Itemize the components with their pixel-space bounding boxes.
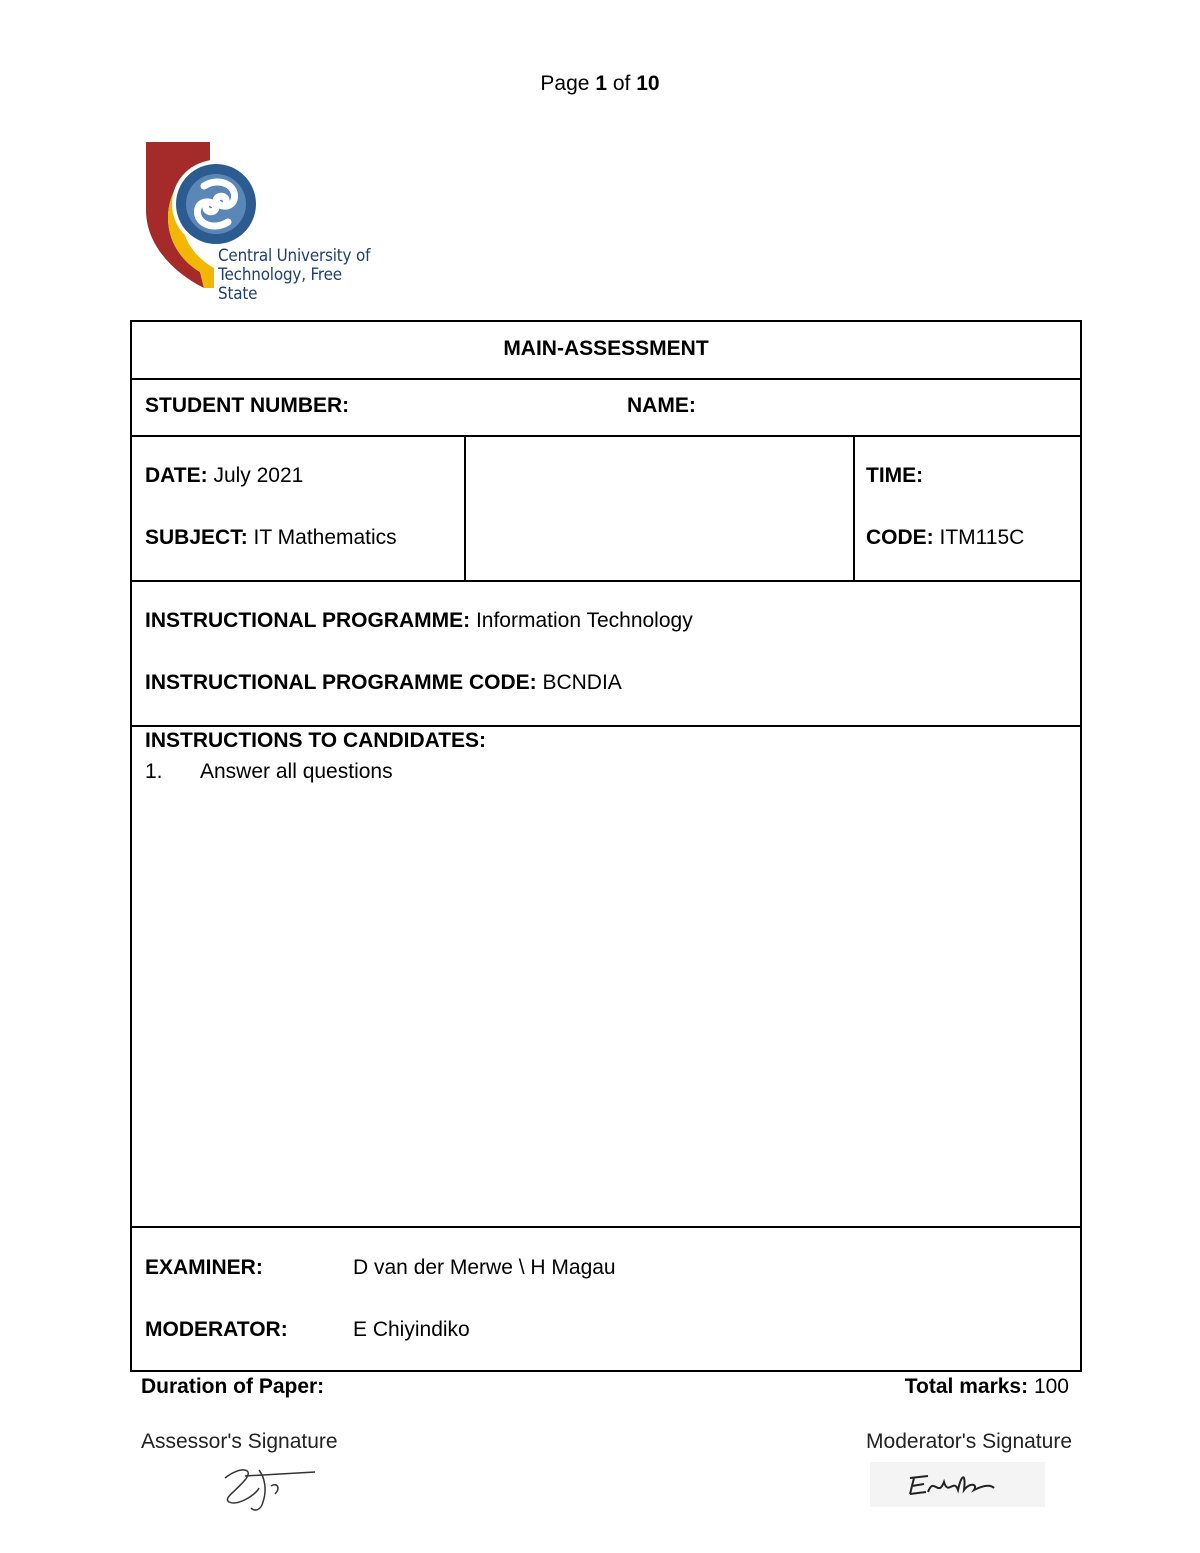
row-divider — [132, 435, 1080, 437]
assessment-cover-form — [130, 320, 1082, 1372]
examiner-value: D van der Merwe \ H Magau — [353, 1256, 616, 1279]
programme-code-value: BCNDIA — [542, 671, 622, 694]
subject-label: SUBJECT: — [145, 526, 248, 549]
university-logo — [144, 140, 389, 303]
programme-value: Information Technology — [475, 609, 693, 632]
page-number-header — [0, 72, 1200, 96]
page-current: 1 — [595, 72, 607, 95]
moderator-signature-image — [870, 1462, 1045, 1507]
form-title: MAIN-ASSESSMENT — [503, 337, 709, 360]
moderator-value: E Chiyindiko — [353, 1318, 470, 1341]
time-label: TIME: — [866, 464, 924, 487]
page-of: of — [612, 72, 631, 95]
moderator-label: MODERATOR: — [145, 1318, 288, 1341]
total-marks-field — [905, 1375, 1069, 1399]
instruction-item-number: 1. — [145, 760, 163, 783]
instruction-item-text: Answer all questions — [200, 760, 393, 783]
code-value: ITM115C — [939, 526, 1025, 549]
column-divider — [464, 435, 466, 580]
column-divider — [853, 435, 855, 580]
subject-value: IT Mathematics — [253, 526, 397, 549]
logo-wordmark — [218, 246, 375, 303]
date-field — [145, 464, 303, 488]
code-label: CODE: — [866, 526, 934, 549]
row-divider — [132, 1226, 1080, 1228]
name-label: NAME: — [627, 394, 696, 417]
page-prefix: Page — [540, 72, 590, 95]
moderator-signature-label: Moderator's Signature — [866, 1430, 1072, 1453]
programme-field — [145, 609, 693, 633]
subject-field — [145, 526, 397, 550]
code-field — [866, 526, 1024, 550]
duration-label: Duration of Paper: — [141, 1375, 325, 1398]
total-marks-label: Total marks: — [904, 1375, 1029, 1398]
row-divider — [132, 580, 1080, 582]
logo-name-line1: Central University of — [218, 246, 371, 265]
programme-label: INSTRUCTIONAL PROGRAMME: — [145, 609, 471, 632]
instructions-heading: INSTRUCTIONS TO CANDIDATES: — [145, 729, 487, 752]
examiner-label: EXAMINER: — [145, 1256, 263, 1279]
total-marks-value: 100 — [1033, 1375, 1069, 1398]
row-divider — [132, 725, 1080, 727]
assessor-signature-image — [215, 1458, 325, 1518]
assessor-signature-label: Assessor's Signature — [141, 1430, 338, 1453]
page-total: 10 — [636, 72, 660, 95]
programme-code-label: INSTRUCTIONAL PROGRAMME CODE: — [145, 671, 537, 694]
student-number-label: STUDENT NUMBER: — [145, 394, 350, 417]
date-value: July 2021 — [213, 464, 304, 487]
logo-name-line2: Technology, Free State — [218, 265, 342, 303]
row-divider — [132, 378, 1080, 380]
date-label: DATE: — [145, 464, 208, 487]
programme-code-field — [145, 671, 622, 695]
